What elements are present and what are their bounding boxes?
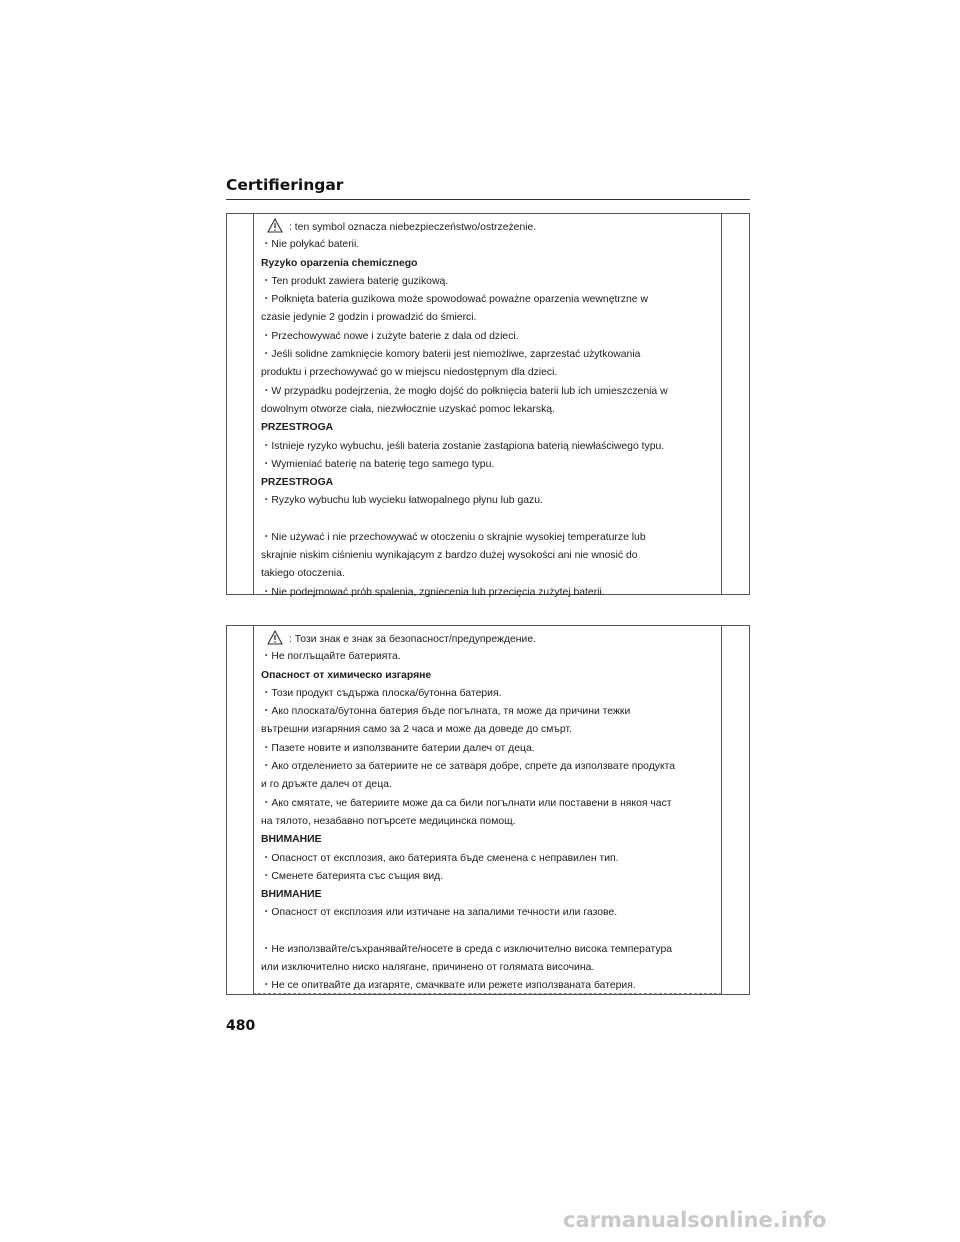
heading-line: PRZESTROGA — [261, 477, 334, 489]
text-line: на тялото, незабавно потърсете медицинска помощ. — [261, 815, 516, 827]
text-line: ・Nie połykać baterii. — [261, 239, 360, 251]
text-line: ・Ако отделението за батериите не се затваря добре, спрете да използвате продукта — [261, 761, 676, 773]
symbol-line — [261, 218, 719, 236]
text-line: ・Ако смятате, че батериите може да са били погълнати или поставени в някоя част — [261, 797, 672, 809]
text-line: ・Сменете батерията със същия вид. — [261, 870, 444, 882]
title-rule — [226, 199, 750, 200]
blank-line — [261, 511, 719, 529]
watermark: carmanualsonline.info — [563, 1208, 827, 1232]
right-margin-column — [721, 214, 749, 594]
text-line: czasie jedynie 2 godzin i prowadzić do śmierci. — [261, 312, 477, 324]
text-line: ・Ryzyko wybuchu lub wycieku łatwopalnego płynu lub gazu. — [261, 495, 543, 507]
left-margin-column — [227, 214, 254, 594]
text-line: ・Пазете новите и използваните батерии далеч от деца. — [261, 742, 535, 754]
text-line: вътрешни изгаряния само за 2 часа и може да доведе до смърт. — [261, 724, 572, 736]
text-line: ・Опасност от експлозия, ако батерията бъде сменена с неправилен тип. — [261, 852, 619, 864]
heading-line: PRZESTROGA — [261, 422, 334, 434]
text-line: ・Опасност от експлозия или изтичане на запалими течности или газове. — [261, 907, 618, 919]
text-line: ・Ten produkt zawiera baterię guzikową. — [261, 275, 449, 287]
text-line: dowolnym otworze ciała, niezwłocznie uzyskać pomoc lekarską. — [261, 403, 555, 415]
bulgarian-content — [261, 626, 719, 996]
text-line: ・Przechowywać nowe i zużyte baterie z dala od dzieci. — [261, 330, 519, 342]
text-line: ・Ако плоската/бутонна батерия бъде погълната, тя може да причини тежки — [261, 706, 631, 718]
text-line: и го дръжте далеч от деца. — [261, 779, 392, 791]
text-line: ・Не използвайте/съхранявайте/носете в среда с изключително висока температура — [261, 943, 673, 955]
blank-line — [261, 923, 719, 941]
right-margin-column — [721, 626, 749, 994]
section-title: Certifieringar — [226, 176, 344, 194]
text-line: produktu i przechowywać go w miejscu niedostępnym dla dzieci. — [261, 367, 558, 379]
text-line: skrajnie niskim ciśnieniu wynikającym z bardzo dużej wysokości ani nie wnosić do — [261, 550, 638, 562]
text-line: ・Jeśli solidne zamknięcie komory baterii jest niemożliwe, zaprzestać użytkowania — [261, 349, 641, 361]
text-line: takiego otoczenia. — [261, 568, 345, 580]
heading-line: ВНИМАНИЕ — [261, 834, 322, 846]
page-number: 480 — [226, 1018, 256, 1034]
text-line: ・Не се опитвайте да изгаряте, смачквате или режете използваната батерия. — [261, 980, 636, 992]
bulgarian-warning-box — [226, 625, 750, 995]
symbol-line — [261, 630, 719, 648]
polish-content — [261, 214, 719, 602]
text-line: ・Не поглъщайте батерията. — [261, 651, 401, 663]
text-line: ・Wymieniać baterię na baterię tego samego typu. — [261, 458, 495, 470]
heading-line: ВНИМАНИЕ — [261, 889, 322, 901]
left-margin-column — [227, 626, 254, 994]
text-line: ・Този продукт съдържа плоска/бутонна батерия. — [261, 687, 502, 699]
text-line: ・Nie podejmować prób spalenia, zgniecenia lub przecięcia zużytej baterii. — [261, 586, 605, 598]
heading-line: Ryzyko oparzenia chemicznego — [261, 257, 418, 269]
symbol-text: : Този знак е знак за безопасност/предупреждение. — [289, 634, 536, 645]
text-line: ・W przypadku podejrzenia, że mogło dojść do połknięcia baterii lub ich umieszczenia w — [261, 385, 668, 397]
text-line: ・Połknięta bateria guzikowa może spowodować poważne oparzenia wewnętrzne w — [261, 294, 648, 306]
text-line: или изключително ниско налягане, причинено от голямата височина. — [261, 962, 595, 974]
text-line: ・Nie używać i nie przechowywać w otoczeniu o skrajnie wysokiej temperaturze lub — [261, 531, 646, 543]
text-line: ・Istnieje ryzyko wybuchu, jeśli bateria zostanie zastąpiona baterią niewłaściwego typu. — [261, 440, 665, 452]
heading-line: Опасност от химическо изгаряне — [261, 669, 432, 681]
symbol-text: : ten symbol oznacza niebezpieczeństwo/ostrzeżenie. — [289, 222, 537, 233]
polish-warning-box — [226, 213, 750, 598]
